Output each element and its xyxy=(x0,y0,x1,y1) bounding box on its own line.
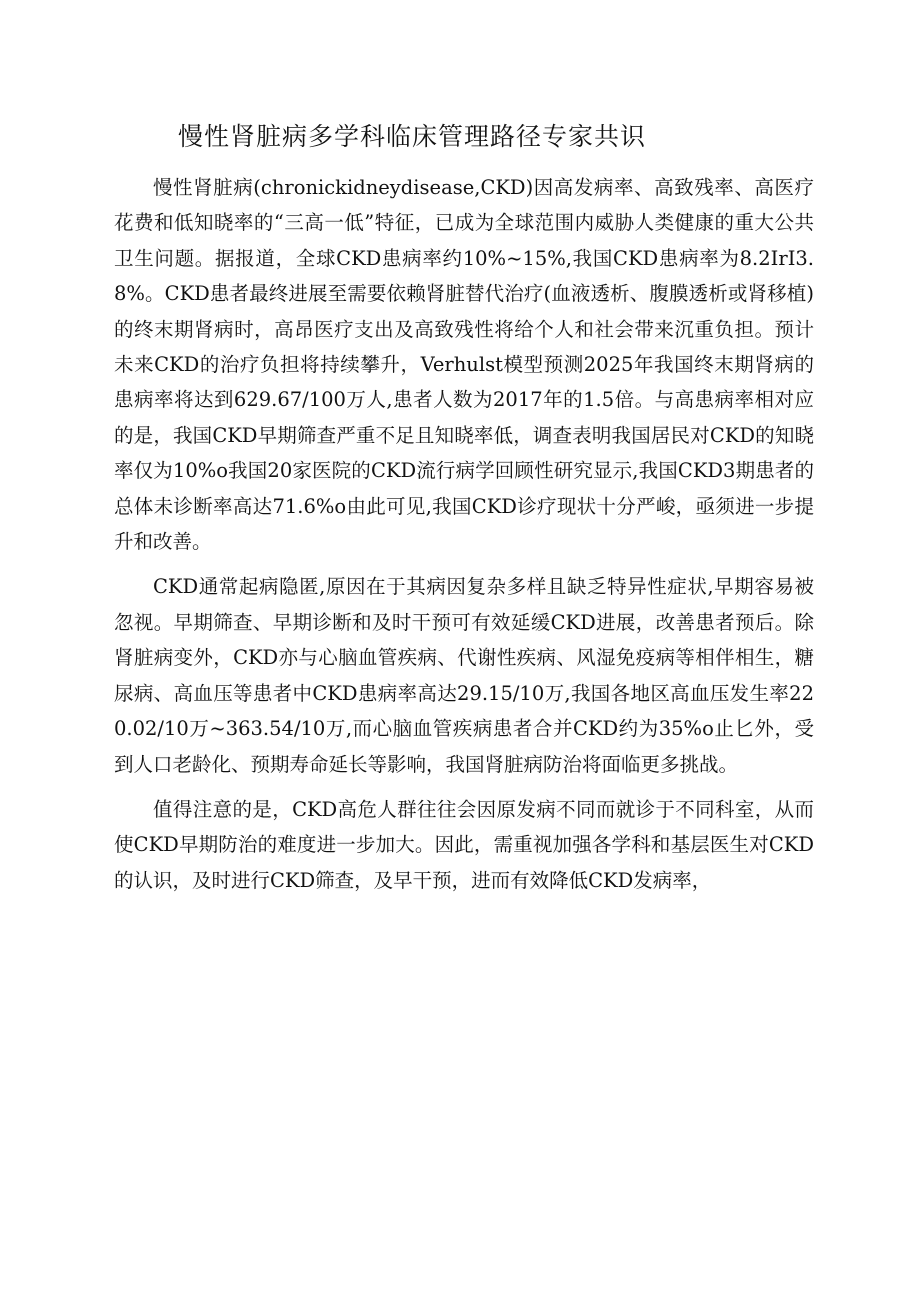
paragraph-2: CKD通常起病隐匿,原因在于其病因复杂多样且缺乏特异性症状,早期容易被忽视。早期筛查、早期诊断和及时干预可有效延缓CKD进展，改善患者预后。除肾脏病变外，CKD亦与心脑血管疾病、代谢性疾病、风湿免疫病等相伴相生，糖尿病、高血压等患者中CKD患病率高达29.15/10万,我国各地区高血压发生率220.02/10万~363.54/10万,而心脑血管疾病患者合并CKD约为35%o止匕外，受到人口老龄化、预期寿命延长等影响，我国肾脏病防治将面临更多挑战。 xyxy=(114,575,814,776)
document-body xyxy=(114,170,814,898)
paragraph-1: 慢性肾脏病(chronickidneydisease,CKD)因高发病率、高致残率、高医疗花费和低知晓率的“三高一低”特征，已成为全球范围内威胁人类健康的重大公共卫生问题。据报道，全球CKD患病率约10%~15%,我国CKD患病率为8.2IrI3.8%。CKD患者最终进展至需要依赖肾脏替代治疗(血液透析、腹膜透析或肾移植)的终末期肾病时，高昂医疗支出及高致残性将给个人和社会带来沉重负担。预计未来CKD的治疗负担将持续攀升，Verhulst模型预测2025年我国终末期肾病的患病率将达到629.67/100万人,患者人数为2017年的1.5倍。与高患病率相对应的是，我国CKD早期筛查严重不足且知晓率低，调查表明我国居民对CKD的知晓率仅为10%o我国20家医院的CKD流行病学回顾性研究显示,我国CKD3期患者的总体未诊断率高达71.6%o由此可见,我国CKD诊疗现状十分严峻，亟须进一步提升和改善。 xyxy=(114,176,814,554)
paragraph-3: 值得注意的是，CKD高危人群往往会因原发病不同而就诊于不同科室，从而使CKD早期防治的难度进一步加大。因此，需重视加强各学科和基层医生对CKD的认识，及时进行CKD筛查，及早干预，进而有效降低CKD发病率， xyxy=(114,797,814,892)
document-title: 慢性肾脏病多学科临床管理路径专家共识 xyxy=(178,122,647,151)
